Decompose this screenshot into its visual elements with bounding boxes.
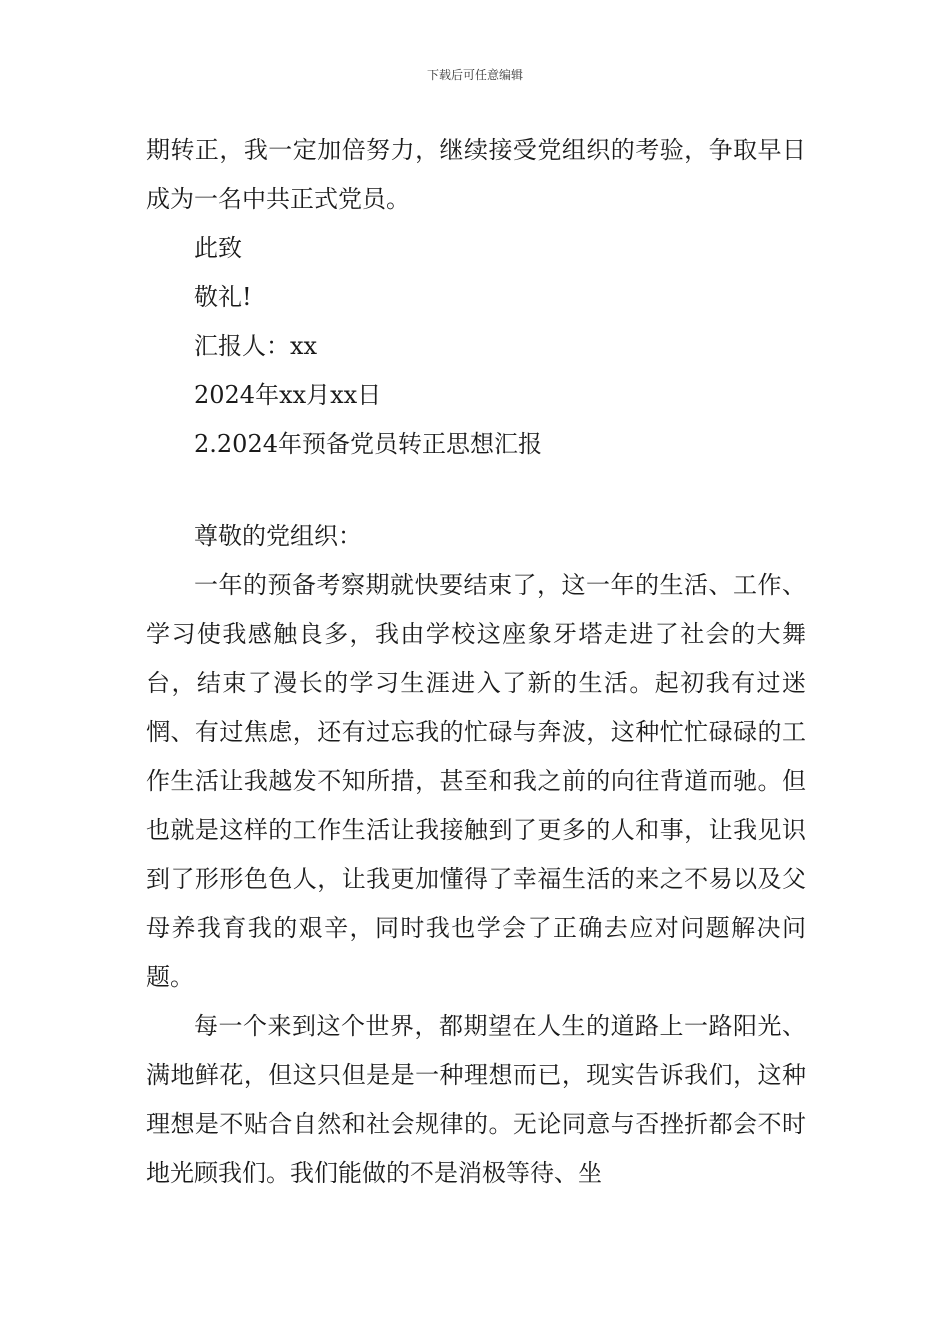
body-paragraph-1: 一年的预备考察期就快要结束了，这一年的生活、工作、学习使我感触良多，我由学校这座象牙塔走进了社会的大舞台，结束了漫长的学习生涯进入了新的生活。起初我有过迷惘、有过焦虑，还有过忘我的忙碌与奔波，这种忙忙碌碌的工作生活让我越发不知所措，甚至和我之前的向往背道而驰。但也就是这样的工作生活让我接触到了更多的人和事，让我见识到了形形色色人，让我更加懂得了幸福生活的来之不易以及父母养我育我的艰辛，同时我也学会了正确去应对问题解决问题。: [146, 571, 806, 991]
page-header: 下载后可任意编辑: [426, 68, 523, 82]
reporter-signature: 汇报人：xx: [194, 332, 318, 360]
section-spacer: [146, 469, 806, 512]
greeting: 尊敬的党组织：: [194, 522, 362, 550]
body-paragraph-2: 每一个来到这个世界，都期望在人生的道路上一路阳光、满地鲜花，但这只但是是一种理想而已，现实告诉我们，这种理想是不贴合自然和社会规律的。无论同意与否挫折都会不时地光顾我们。我们能做的不是消极等待、坐: [146, 1012, 806, 1187]
closing-salutation: 此致: [194, 234, 242, 262]
document-body: [146, 126, 806, 1198]
section-title: 2.2024年预备党员转正思想汇报: [194, 430, 542, 458]
continuation-paragraph: 期转正，我一定加倍努力，继续接受党组织的考验，争取早日成为一名中共正式党员。: [146, 136, 806, 213]
closing-salute: 敬礼!: [194, 283, 252, 311]
report-date: 2024年xx月xx日: [194, 381, 382, 409]
